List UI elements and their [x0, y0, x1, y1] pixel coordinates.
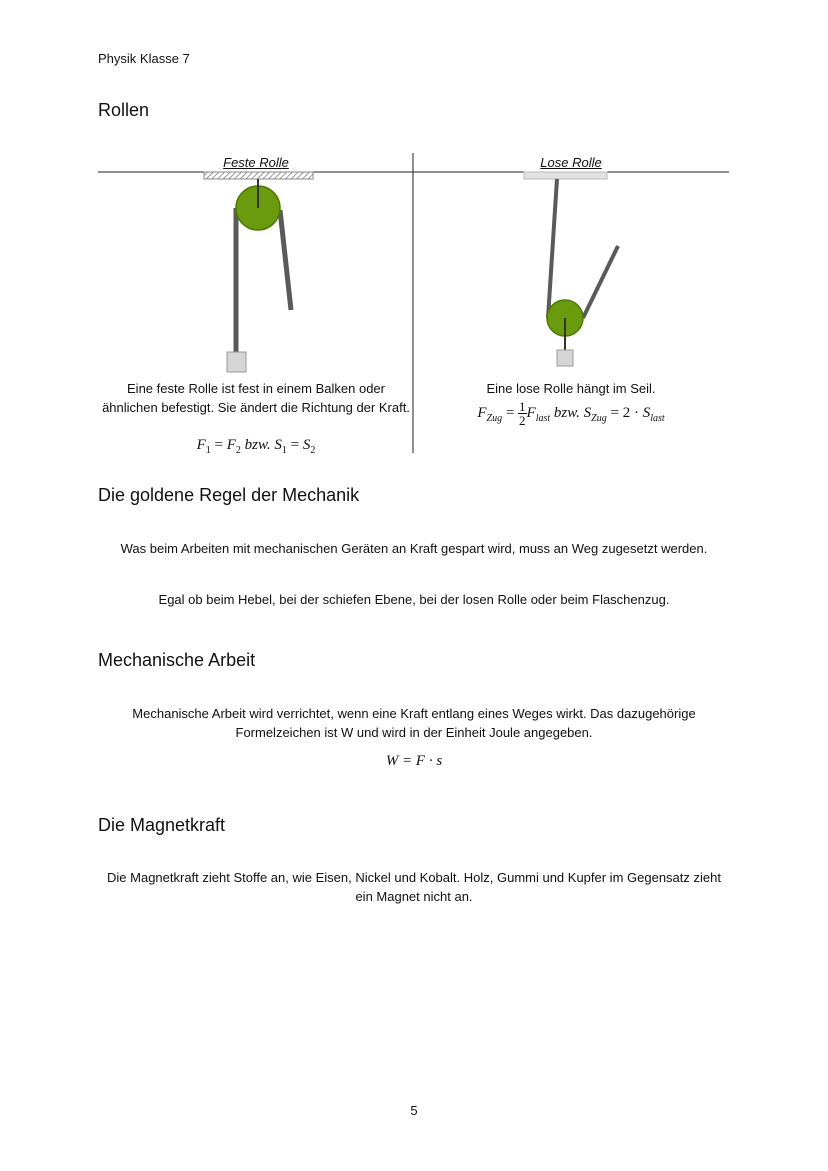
- page-number: 5: [410, 1103, 418, 1118]
- heading-rollen: Rollen: [98, 100, 150, 120]
- loose-right-rope: [583, 246, 618, 318]
- loose-pulley-formula: $F_{Zug}$ = $\frac{1}{2}$ $F_{last}$ bzw. $S_{Zug} = 2 \cdot S_{last}$: [477, 399, 665, 428]
- fixed-mount-beam: [204, 172, 313, 179]
- heading-magnetic-force: Die Magnetkraft: [98, 815, 226, 835]
- mechanical-work-text: Mechanische Arbeit wird verrichtet, wenn eine Kraft entlang eines Weges wirkt. Das dazugehörige Formelzeichen ist W und wird in der Einheit Joule angegeben.: [132, 706, 696, 740]
- loose-pulley-label: Lose Rolle: [540, 155, 602, 170]
- golden-rule-text: Was beim Arbeiten mit mechanischen Geräten an Kraft gespart wird, muss an Weg zugesetzt werden.: [120, 541, 708, 556]
- loose-weight: [557, 350, 573, 366]
- loose-mount-beam: [524, 172, 607, 179]
- heading-golden-rule: Die goldene Regel der Mechanik: [98, 485, 360, 505]
- work-formula: W = F · s: [385, 753, 443, 769]
- loose-pulley-figure: [524, 172, 618, 366]
- page-header: Physik Klasse 7: [98, 51, 190, 66]
- fixed-weight: [227, 352, 246, 372]
- heading-mechanical-work: Mechanische Arbeit: [98, 650, 256, 670]
- magnetic-force-text: Die Magnetkraft zieht Stoffe an, wie Eisen, Nickel und Kobalt. Holz, Gummi und Kupfer im Gegensatz zieht ein Magnet nicht an.: [107, 870, 721, 904]
- fixed-pulley-figure: [204, 172, 313, 372]
- fixed-pulley-label: Feste Rolle: [223, 155, 289, 170]
- loose-pulley-description: Eine lose Rolle hängt im Seil.: [486, 381, 656, 396]
- golden-rule-examples: Egal ob beim Hebel, bei der schiefen Ebene, bei der losen Rolle oder beim Flaschenzug.: [158, 592, 670, 607]
- fixed-pulley-description: Eine feste Rolle ist fest in einem Balken oder ähnlichen befestigt. Sie ändert die Richtung der Kraft.: [102, 381, 410, 415]
- loose-left-rope: [548, 179, 557, 318]
- fixed-right-rope: [280, 210, 291, 310]
- fixed-pulley-formula: $F_1 = F_2$ bzw. $S_1 = S_2$: [196, 437, 316, 456]
